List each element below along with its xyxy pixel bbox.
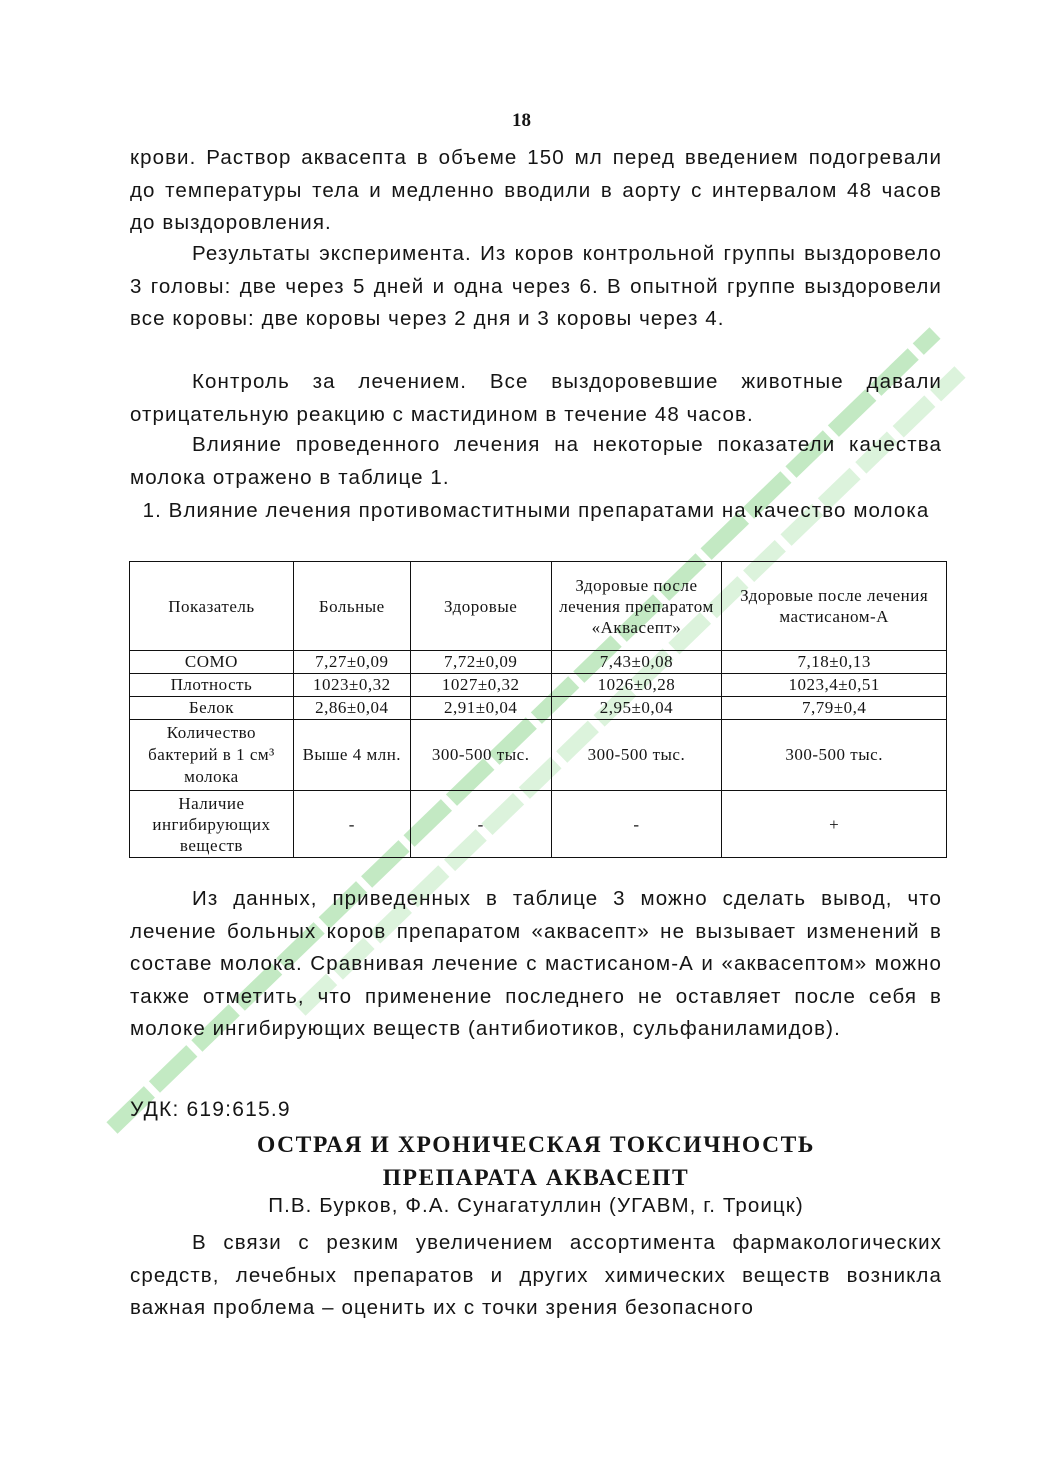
header-after-aquasept: Здоровые после лечения препаратом «Аквасепт» [551, 562, 722, 651]
table-caption: 1. Влияние лечения противомаститными препаратами на качество молока [142, 499, 930, 522]
cell-value: 1026±0,28 [551, 674, 722, 697]
cell-value: - [293, 791, 410, 858]
table-row [130, 674, 947, 697]
paragraph-article-intro: В связи с резким увеличением ассортимента фармакологических средств, лечебных препаратов и других химических веществ возникла важная проблема – оценить их с точки зрения безопасного [130, 1231, 942, 1319]
article-title-line-1: ОСТРАЯ И ХРОНИЧЕСКАЯ ТОКСИЧНОСТЬ [256, 1132, 816, 1158]
table-row [130, 697, 947, 720]
paragraph-experiment-results: Результаты эксперимента. Из коров контрольной группы выздоровело 3 головы: две через 5 дней и одна через 6. В опытной группе выздоровели все коровы: две коровы через 2 дня и 3 коровы через 4. [130, 242, 942, 330]
cell-value: - [551, 791, 722, 858]
cell-value: 7,79±0,4 [722, 697, 947, 720]
cell-value: - [410, 791, 551, 858]
table-header-row [130, 562, 947, 651]
paragraph-milk-quality: Влияние проведенного лечения на некоторые показатели качества молока отражено в таблице 1. [130, 433, 942, 489]
table-row [130, 720, 947, 791]
cell-value: 7,43±0,08 [551, 651, 722, 674]
udk-code: УДК: 619:615.9 [130, 1098, 291, 1121]
cell-value: 300-500 тыс. [722, 720, 947, 791]
cell-value: + [722, 791, 947, 858]
article-title-line-2: ПРЕПАРАТА АКВАСЕПТ [382, 1165, 690, 1191]
cell-value: 1027±0,32 [410, 674, 551, 697]
cell-indicator: Плотность [130, 674, 294, 697]
cell-indicator: Количество бактерий в 1 см³ молока [130, 720, 294, 791]
cell-indicator: Белок [130, 697, 294, 720]
table-row [130, 651, 947, 674]
milk-quality-table [129, 561, 947, 858]
header-healthy: Здоровые [410, 562, 551, 651]
cell-value: 7,27±0,09 [293, 651, 410, 674]
cell-value: Выше 4 млн. [293, 720, 410, 791]
cell-value: 300-500 тыс. [410, 720, 551, 791]
paragraph-blood-solution: крови. Раствор аквасепта в объеме 150 мл перед введением подогревали до температуры тела и медленно вводили в аорту с интервалом 48 часов до выздоровления. [130, 146, 942, 234]
paragraph-conclusion: Из данных, приведенных в таблице 3 можно сделать вывод, что лечение больных коров препаратом «аквасепт» не вызывает изменений в составе молока. Сравнивая лечение с мастисаном-А и «аквасептом» можно также отметить, что применение последнего не оставляет после себя в молоке ингибирующих веществ (антибиотиков, сульфаниламидов). [130, 887, 942, 1040]
header-indicator: Показатель [130, 562, 294, 651]
cell-value: 1023±0,32 [293, 674, 410, 697]
cell-value: 2,86±0,04 [293, 697, 410, 720]
cell-value: 7,72±0,09 [410, 651, 551, 674]
cell-indicator: Наличие ингибирующих веществ [130, 791, 294, 858]
cell-value: 300-500 тыс. [551, 720, 722, 791]
article-authors: П.В. Бурков, Ф.А. Сунагатуллин (УГАВМ, г. Троицк) [268, 1194, 804, 1217]
header-after-mastisan: Здоровые после лечения мастисаном-А [722, 562, 947, 651]
cell-value: 2,95±0,04 [551, 697, 722, 720]
cell-value: 1023,4±0,51 [722, 674, 947, 697]
header-sick: Больные [293, 562, 410, 651]
cell-indicator: СОМО [130, 651, 294, 674]
cell-value: 2,91±0,04 [410, 697, 551, 720]
page-number: 18 [512, 110, 531, 131]
paragraph-treatment-control: Контроль за лечением. Все выздоровевшие животные давали отрицательную реакцию с мастидином в течение 48 часов. [130, 370, 942, 426]
cell-value: 7,18±0,13 [722, 651, 947, 674]
table-row [130, 791, 947, 858]
article-title [130, 1129, 942, 1195]
